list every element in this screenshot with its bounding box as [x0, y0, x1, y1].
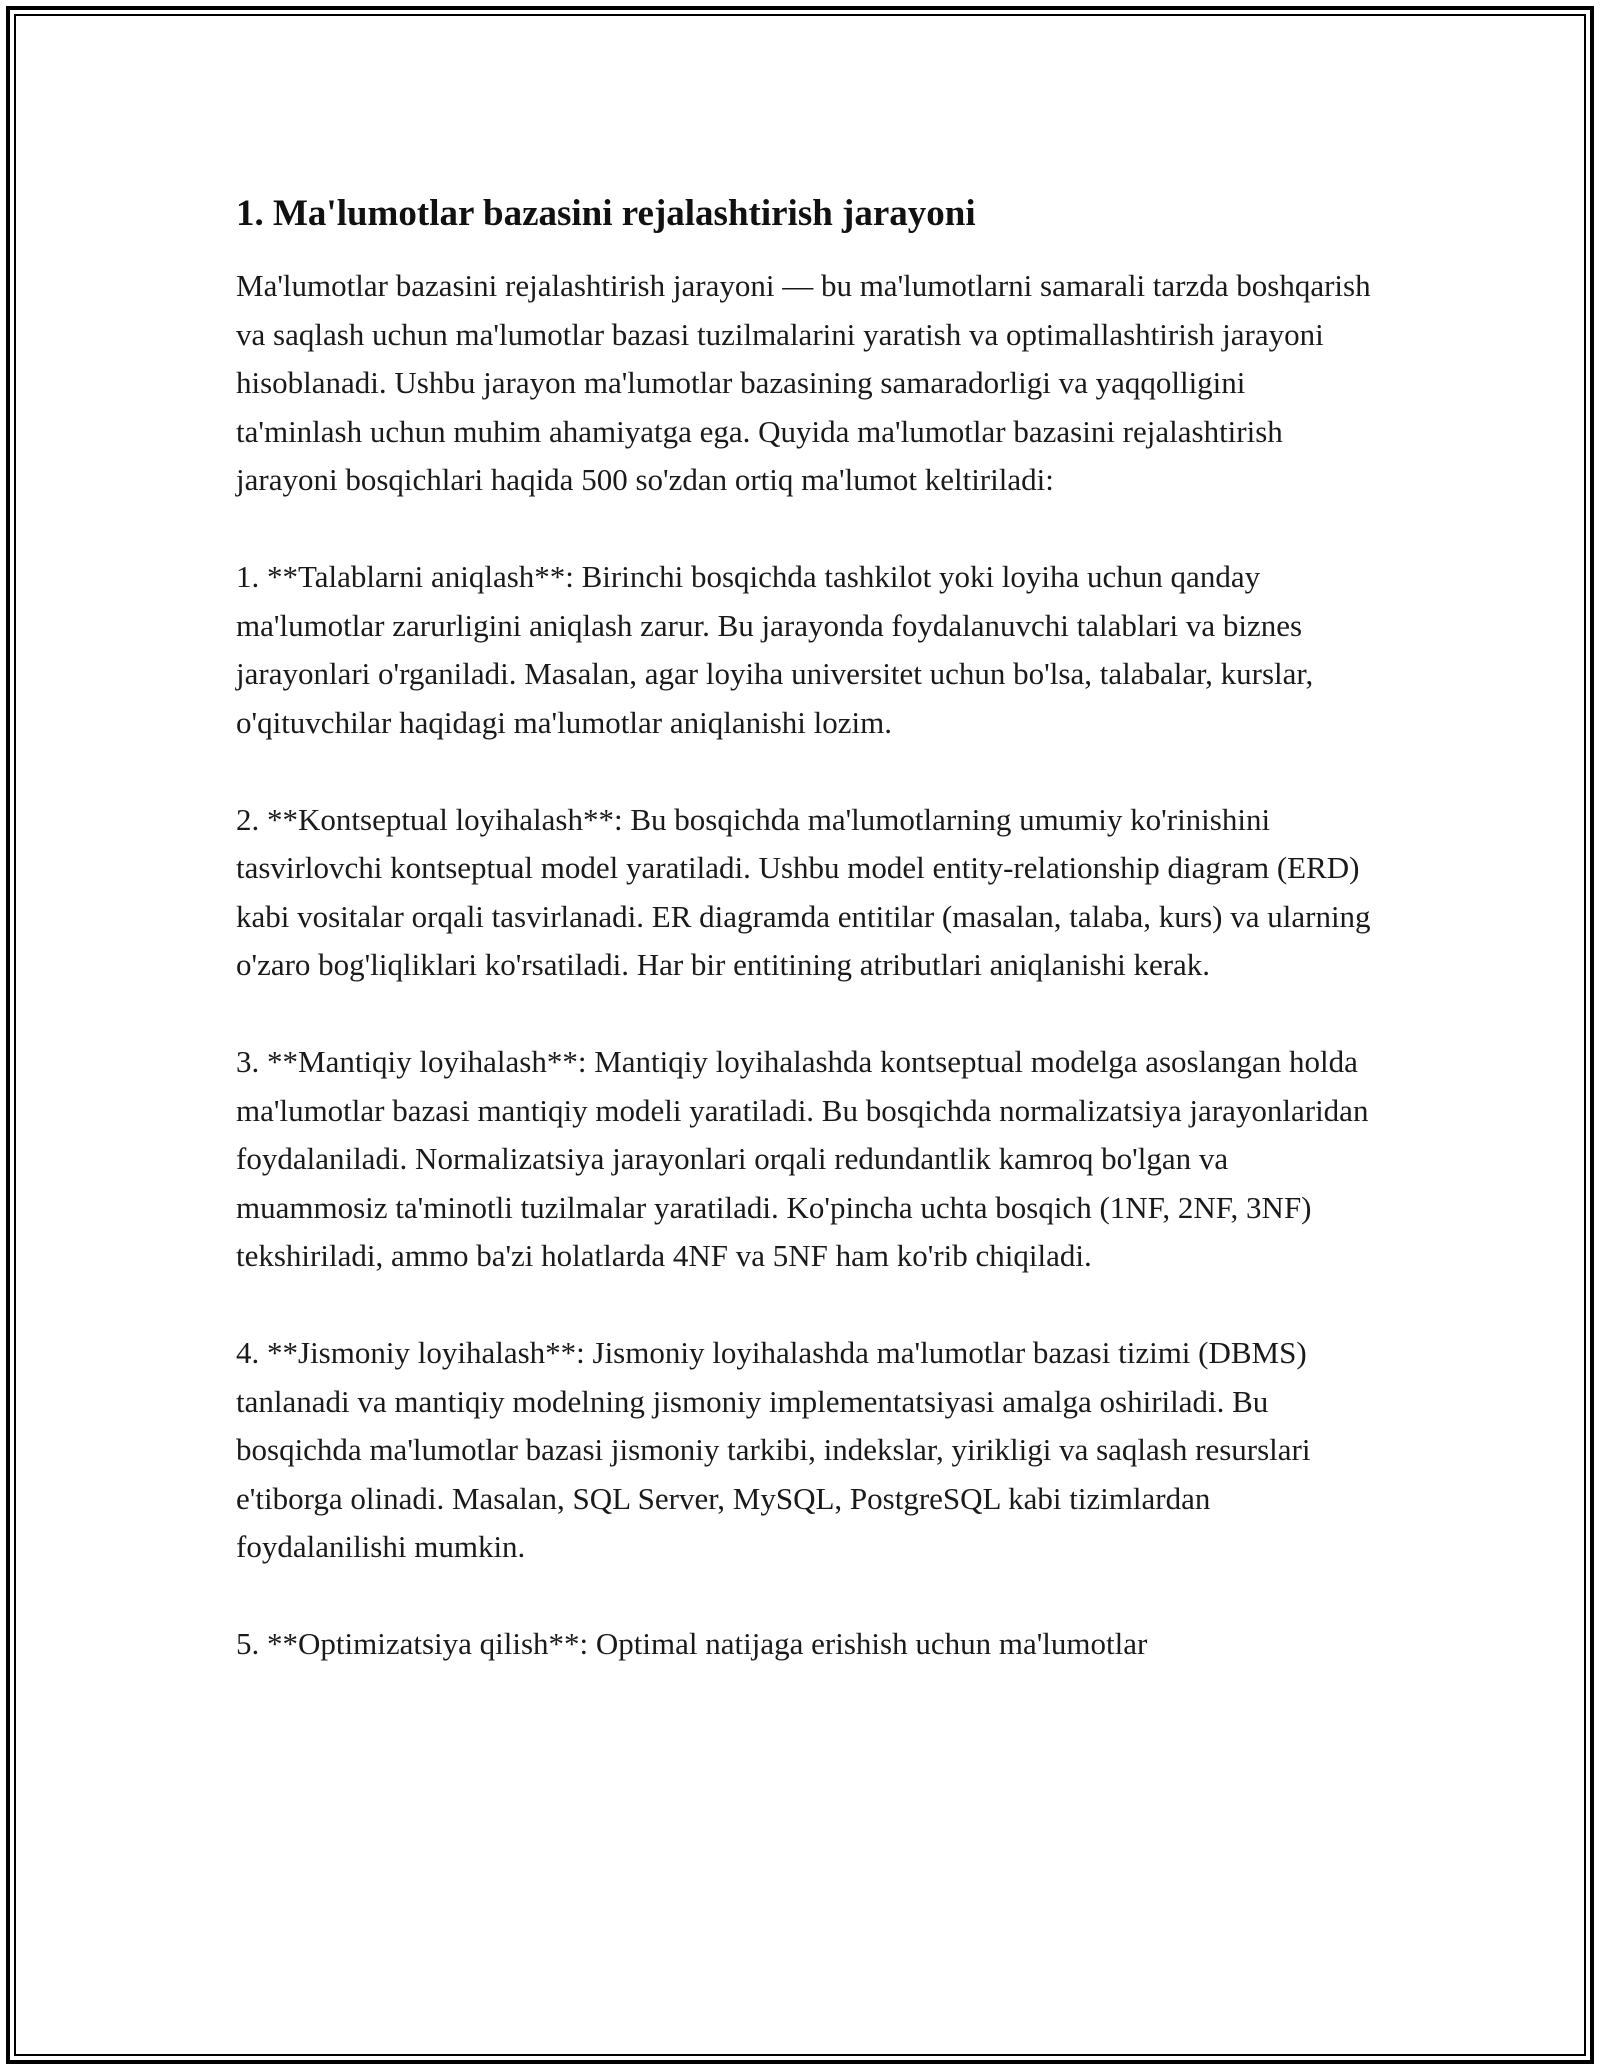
step-paragraph-2: 2. **Kontseptual loyihalash**: Bu bosqichda ma'lumotlarning umumiy ko'rinishini tasvirlovchi kontseptual model yaratiladi. Ushbu model entity-relationship diagram (ERD) kabi vositalar orqali tasvirlanadi. ER diagramda entitilar (masalan, talaba, kurs) va ularning o'zaro bog'liqliklari ko'rsatiladi. Har bir entitining atributlari aniqlanishi kerak.	[236, 801, 1371, 982]
intro-paragraph: Ma'lumotlar bazasini rejalashtirish jarayoni — bu ma'lumotlarni samarali tarzda boshqarish va saqlash uchun ma'lumotlar bazasi tuzilmalarini yaratish va optimallashtirish jarayoni hisoblanadi. Ushbu jarayon ma'lumotlar bazasining samaradorligi va yaqqolligini ta'minlash uchun muhim ahamiyatga ega. Quyida ma'lumotlar bazasini rejalashtirish jarayoni bosqichlari haqida 500 so'zdan ortiq ma'lumot keltiriladi:	[236, 268, 1371, 497]
document-body	[236, 190, 1376, 1669]
step-paragraph-5: 5. **Optimizatsiya qilish**: Optimal natijaga erishish uchun ma'lumotlar	[236, 1626, 1148, 1661]
section-title: 1. Ma'lumotlar bazasini rejalashtirish jarayoni	[236, 193, 976, 234]
step-paragraph-3: 3. **Mantiqiy loyihalash**: Mantiqiy loyihalashda kontseptual modelga asoslangan holda ma'lumotlar bazasi mantiqiy modeli yaratiladi. Bu bosqichda normalizatsiya jarayonlaridan foydalaniladi. Normalizatsiya jarayonlari orqali redundantlik kamroq bo'lgan va muammosiz ta'minotli tuzilmalar yaratiladi. Ko'pincha uchta bosqich (1NF, 2NF, 3NF) tekshiriladi, ammo ba'zi holatlarda 4NF va 5NF ham ko'rib chiqiladi.	[236, 1044, 1369, 1273]
step-paragraph-1: 1. **Talablarni aniqlash**: Birinchi bosqichda tashkilot yoki loyiha uchun qanday ma'lumotlar zarurligini aniqlash zarur. Bu jarayonda foydalanuvchi talablari va biznes jarayonlari o'rganiladi. Masalan, agar loyiha universitet uchun bo'lsa, talabalar, kurslar, o'qituvchilar haqidagi ma'lumotlar aniqlanishi lozim.	[236, 559, 1314, 740]
step-paragraph-4: 4. **Jismoniy loyihalash**: Jismoniy loyihalashda ma'lumotlar bazasi tizimi (DBMS) tanlanadi va mantiqiy modelning jismoniy implementatsiyasi amalga oshiriladi. Bu bosqichda ma'lumotlar bazasi jismoniy tarkibi, indekslar, yirikligi va saqlash resurslari e'tiborga olinadi. Masalan, SQL Server, MySQL, PostgreSQL kabi tizimlardan foydalanilishi mumkin.	[236, 1335, 1311, 1564]
